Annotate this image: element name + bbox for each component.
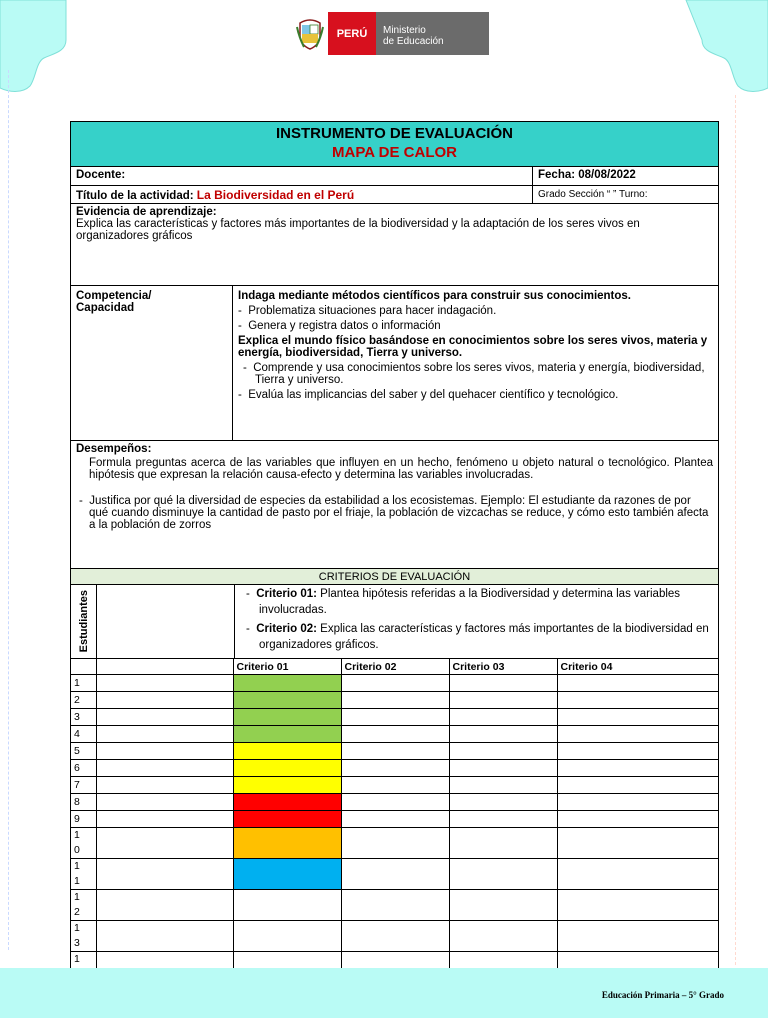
heat-map-rows	[71, 675, 718, 983]
table-row	[71, 828, 718, 859]
student-number: 4	[71, 726, 96, 743]
criterion-2-cell[interactable]	[341, 675, 449, 692]
competencia-2-item: - Comprende y usa conocimientos sobre los seres vivos, materia y energía, biodiversidad, Tierra y universo.	[243, 362, 705, 386]
criterion-3-cell[interactable]	[449, 811, 557, 828]
heat-map-table	[71, 658, 718, 983]
student-name-cell[interactable]	[96, 811, 233, 828]
criterio-1: - Criterio 01: Plantea hipótesis referidas a la Biodiversidad y determina las variables involucradas.	[246, 588, 681, 616]
criterios-blank	[97, 585, 235, 658]
criterion-1-cell[interactable]	[233, 692, 341, 709]
desempeno-1: Formula preguntas acerca de las variables que influyen en un hecho, fenómeno u objeto natural o tecnológico. Plantea hipótesis que expresan la relación causa-efecto y determina las variables involucradas.	[89, 457, 713, 481]
ministry-logo	[292, 12, 489, 55]
criterion-2-cell[interactable]	[341, 726, 449, 743]
student-number: 9	[71, 811, 96, 828]
criterion-4-cell[interactable]	[557, 777, 718, 794]
desempeno-2: - Justifica por qué la diversidad de especies da estabilidad a los ecosistemas. Ejemplo: El estudiante da razones de por qué cuando disminuye la cantidad de pasto por el friaje, la población de vizcachas se reduce, y cómo esto también afecta a la población de zorros	[79, 495, 709, 531]
student-name-cell[interactable]	[96, 726, 233, 743]
table-row	[71, 709, 718, 726]
criterion-2-cell[interactable]	[341, 859, 449, 890]
table-row	[71, 811, 718, 828]
criterion-4-cell[interactable]	[557, 859, 718, 890]
evidencia-text: Explica las características y factores más importantes de la biodiversidad y la adaptación de los seres vivos en organizadores gráficos	[76, 218, 640, 242]
desempenos-row	[71, 441, 718, 569]
criterion-2-cell[interactable]	[341, 890, 449, 921]
student-number: 6	[71, 760, 96, 777]
competencia-1-item: - Genera y registra datos o información	[238, 320, 441, 332]
criterion-1-cell[interactable]	[233, 859, 341, 890]
competencia-1-item: - Problematiza situaciones para hacer indagación.	[238, 305, 497, 317]
criterion-1-cell[interactable]	[233, 890, 341, 921]
student-number: 2	[71, 692, 96, 709]
criterion-3-cell[interactable]	[449, 709, 557, 726]
document-subtitle: MAPA DE CALOR	[332, 144, 457, 161]
student-number: 1	[71, 675, 96, 692]
student-number: 1 1	[71, 859, 96, 890]
criterion-1-cell[interactable]	[233, 811, 341, 828]
criterion-3-cell[interactable]	[449, 828, 557, 859]
table-row	[71, 921, 718, 952]
criterion-4-cell[interactable]	[557, 726, 718, 743]
competencia-label-2: Capacidad	[76, 302, 135, 314]
criterion-4-cell[interactable]	[557, 760, 718, 777]
ministry-line2: de Educación	[383, 36, 444, 47]
criterion-3-cell[interactable]	[449, 859, 557, 890]
criterion-3-cell[interactable]	[449, 726, 557, 743]
peru-label: PERÚ	[328, 12, 376, 55]
student-name-cell[interactable]	[96, 777, 233, 794]
criterion-3-cell[interactable]	[449, 777, 557, 794]
criterion-3-cell[interactable]	[449, 760, 557, 777]
competencia-label-1: Competencia/	[76, 290, 152, 302]
student-name-cell[interactable]	[96, 828, 233, 859]
criterion-1-cell[interactable]	[233, 760, 341, 777]
competencia-row	[71, 286, 718, 441]
table-row	[71, 726, 718, 743]
student-number: 1	[71, 952, 96, 983]
criterion-2-cell[interactable]	[341, 692, 449, 709]
evidencia-label: Evidencia de aprendizaje:	[76, 206, 217, 218]
titulo-label: Título de la actividad:	[76, 190, 194, 202]
docente-row	[71, 167, 718, 186]
criterion-2-cell[interactable]	[341, 828, 449, 859]
evaluation-instrument	[70, 121, 719, 984]
student-number: 8	[71, 794, 96, 811]
table-row	[71, 890, 718, 921]
title-block	[71, 122, 718, 167]
criterion-3-cell[interactable]	[449, 743, 557, 760]
criterion-2-cell[interactable]	[341, 709, 449, 726]
student-number: 1 2	[71, 890, 96, 921]
criterion-1-cell[interactable]	[233, 726, 341, 743]
criterion-4-cell[interactable]	[557, 811, 718, 828]
student-number: 3	[71, 709, 96, 726]
criterion-2-cell[interactable]	[341, 921, 449, 952]
table-row	[71, 859, 718, 890]
titulo-cell	[71, 186, 533, 203]
criterios-row	[71, 585, 718, 659]
criterion-3-cell[interactable]	[449, 675, 557, 692]
titulo-value: La Biodiversidad en el Perú	[196, 188, 355, 202]
ministry-name	[376, 12, 489, 55]
table-row	[71, 743, 718, 760]
table-row	[71, 794, 718, 811]
ministry-line1: Ministerio	[383, 25, 426, 36]
criterion-4-cell[interactable]	[557, 890, 718, 921]
competencia-label	[71, 286, 233, 440]
document-title: INSTRUMENTO DE EVALUACIÓN	[276, 125, 513, 142]
competencia-1: Indaga mediante métodos científicos para construir sus conocimientos.	[238, 290, 632, 302]
table-row	[71, 675, 718, 692]
table-row	[71, 777, 718, 794]
estudiantes-label-cell	[71, 585, 97, 658]
student-name-cell[interactable]	[96, 921, 233, 952]
coat-of-arms-icon	[292, 12, 328, 55]
top-right-decoration	[682, 0, 768, 95]
criterion-1-cell[interactable]	[233, 777, 341, 794]
student-name-cell[interactable]	[96, 794, 233, 811]
student-number: 1 3	[71, 921, 96, 952]
criterion-2-cell[interactable]	[341, 794, 449, 811]
criterion-2-cell[interactable]	[341, 743, 449, 760]
criterios-list	[235, 585, 718, 658]
criterion-1-cell[interactable]	[233, 675, 341, 692]
criterio-2: - Criterio 02: Explica las características y factores más importantes de la biodiversidad en organizadores gráficos.	[246, 623, 709, 651]
criterion-1-cell[interactable]	[233, 743, 341, 760]
left-dashed-border	[8, 70, 9, 950]
column-header: Criterio 04	[557, 659, 718, 675]
student-name-cell[interactable]	[96, 760, 233, 777]
criterion-1-cell[interactable]	[233, 921, 341, 952]
student-name-cell[interactable]	[96, 743, 233, 760]
criterion-4-cell[interactable]	[557, 709, 718, 726]
criterios-header: CRITERIOS DE EVALUACIÓN	[71, 569, 718, 585]
right-dashed-border	[735, 95, 736, 965]
student-number: 1 0	[71, 828, 96, 859]
grado-field: Grado Sección “ ” Turno:	[538, 189, 648, 200]
criterion-4-cell[interactable]	[557, 828, 718, 859]
table-row	[71, 692, 718, 709]
criterion-1-cell[interactable]	[233, 794, 341, 811]
criterion-4-cell[interactable]	[557, 794, 718, 811]
student-name-cell[interactable]	[96, 859, 233, 890]
criterion-2-cell[interactable]	[341, 811, 449, 828]
student-number: 5	[71, 743, 96, 760]
criterion-1-cell[interactable]	[233, 828, 341, 859]
titulo-row	[71, 186, 718, 204]
criterion-3-cell[interactable]	[449, 794, 557, 811]
evidencia-row	[71, 204, 718, 286]
column-header: Criterio 03	[449, 659, 557, 675]
student-name-cell[interactable]	[96, 692, 233, 709]
table-row	[71, 760, 718, 777]
column-header: Criterio 02	[341, 659, 449, 675]
student-name-cell[interactable]	[96, 675, 233, 692]
criterion-4-cell[interactable]	[557, 921, 718, 952]
criterion-4-cell[interactable]	[557, 692, 718, 709]
student-name-cell[interactable]	[96, 890, 233, 921]
competencia-2: Explica el mundo físico basándose en conocimientos sobre los seres vivos, materia y energía, biodiversidad, Tierra y universo.	[238, 335, 708, 359]
criterion-4-cell[interactable]	[557, 675, 718, 692]
criterion-3-cell[interactable]	[449, 890, 557, 921]
footer-text: Educación Primaria – 5° Grado	[601, 990, 724, 1000]
docente-label: Docente:	[71, 167, 533, 185]
estudiantes-label: Estudiantes	[77, 590, 90, 653]
criterion-3-cell[interactable]	[449, 692, 557, 709]
student-name-cell[interactable]	[96, 709, 233, 726]
competencia-content	[233, 286, 718, 440]
competencia-2-item: - Evalúa las implicancias del saber y del quehacer científico y tecnológico.	[238, 389, 619, 401]
fecha-field: Fecha: 08/08/2022	[538, 169, 636, 181]
criterion-2-cell[interactable]	[341, 777, 449, 794]
criterion-1-cell[interactable]	[233, 709, 341, 726]
column-header: Criterio 01	[233, 659, 341, 675]
criterion-4-cell[interactable]	[557, 743, 718, 760]
criterion-3-cell[interactable]	[449, 921, 557, 952]
desempenos-label: Desempeños:	[76, 443, 152, 455]
top-left-decoration	[0, 0, 72, 95]
table-header-row	[71, 659, 718, 675]
student-number: 7	[71, 777, 96, 794]
criterion-2-cell[interactable]	[341, 760, 449, 777]
